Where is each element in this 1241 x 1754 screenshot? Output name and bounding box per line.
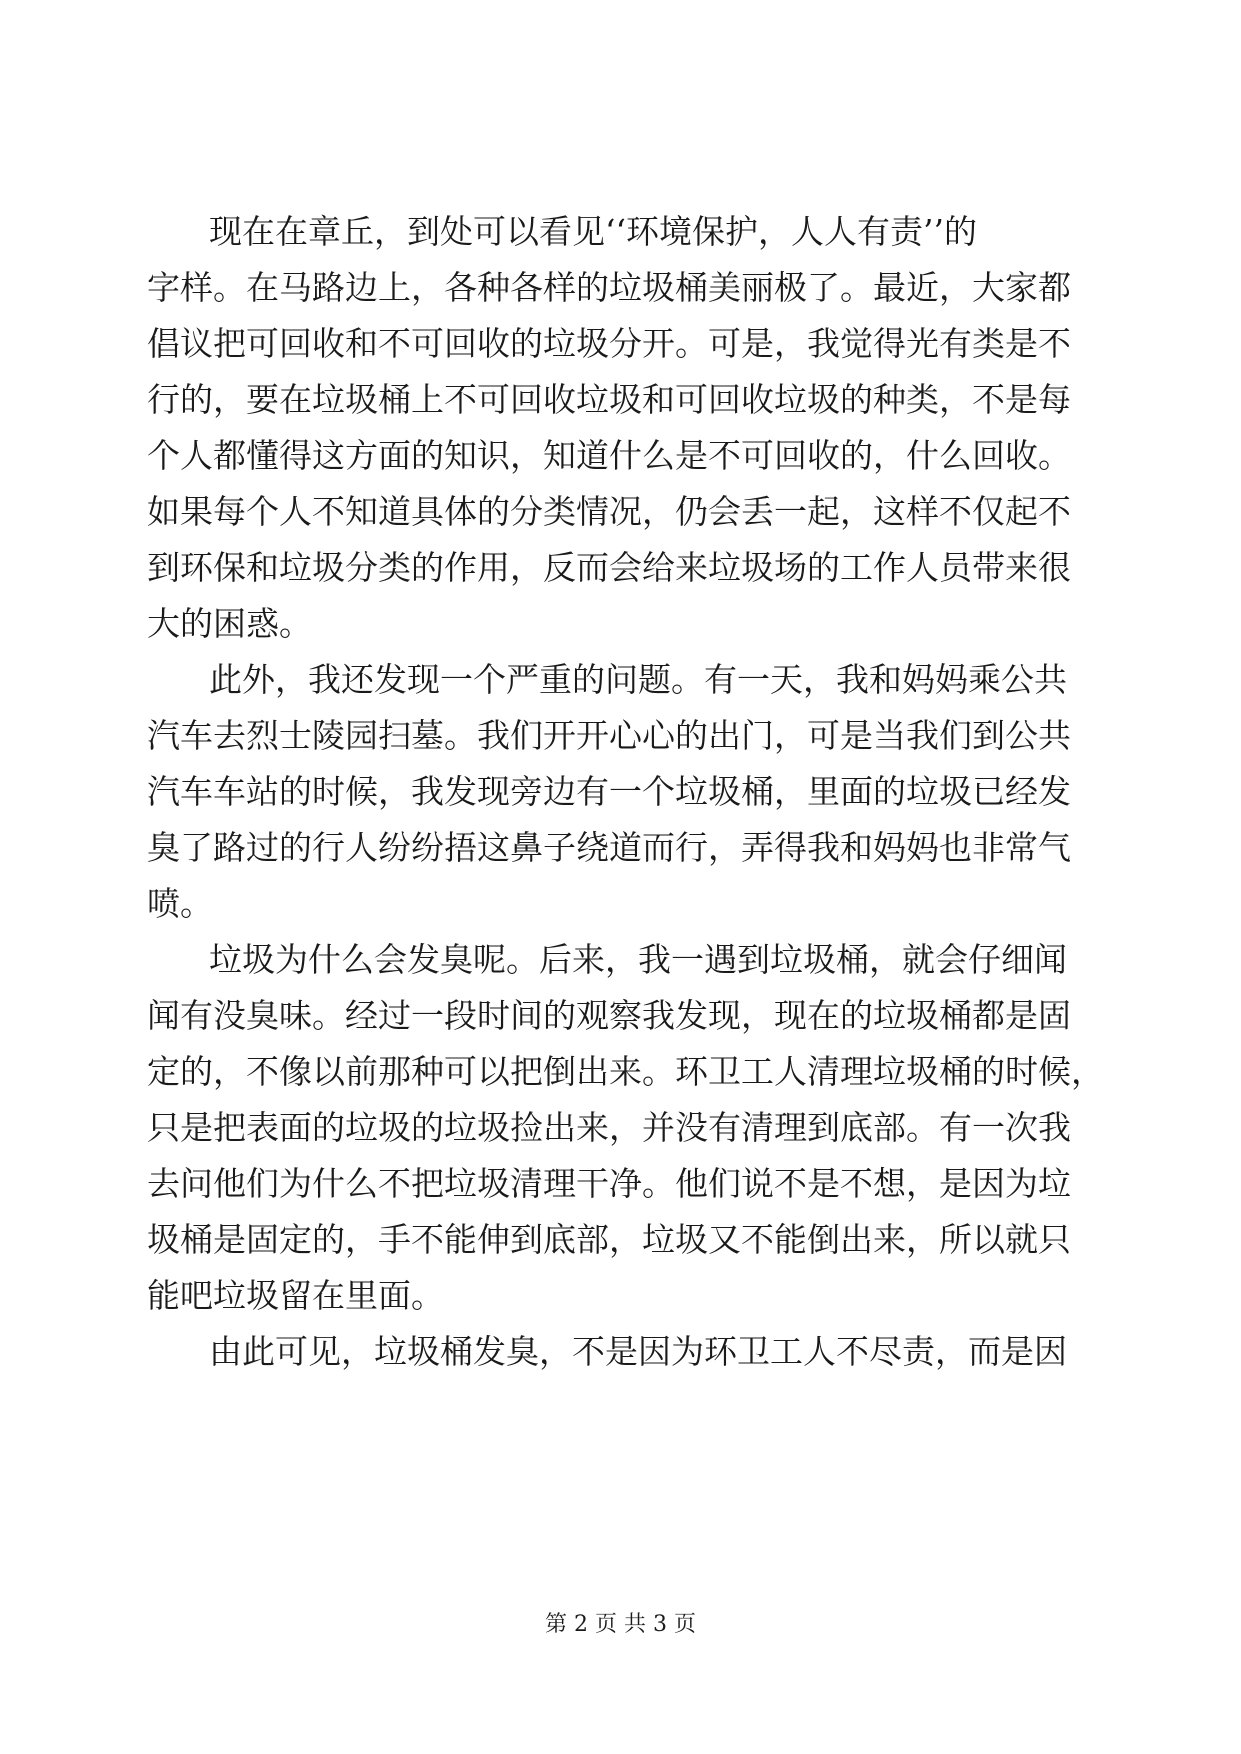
text-line: 由此可见，垃圾桶发臭，不是因为环卫工人不尽责，而是因 [209, 1332, 1067, 1371]
text-line: 此外，我还发现一个严重的问题。有一天，我和妈妈乘公共 [209, 660, 1067, 699]
text-line: 定的，不像以前那种可以把倒出来。环卫工人清理垃圾桶的时候， [147, 1052, 1104, 1091]
text-line: 倡议把可回收和不可回收的垃圾分开。可是，我觉得光有类是不 [147, 324, 1071, 363]
text-line: 只是把表面的垃圾的垃圾捡出来，并没有清理到底部。有一次我 [147, 1108, 1071, 1147]
text-line: 圾桶是固定的，手不能伸到底部，垃圾又不能倒出来，所以就只 [147, 1220, 1071, 1259]
text-line: 到环保和垃圾分类的作用，反而会给来垃圾场的工作人员带来很 [147, 548, 1071, 587]
text-line: 臭了路过的行人纷纷捂这鼻子绕道而行，弄得我和妈妈也非常气 [147, 828, 1071, 867]
text-line: 个人都懂得这方面的知识，知道什么是不可回收的，什么回收。 [147, 436, 1071, 475]
text-line: 字样。在马路边上，各种各样的垃圾桶美丽极了。最近，大家都 [147, 268, 1071, 307]
text-line: 去问他们为什么不把垃圾清理干净。他们说不是不想，是因为垃 [147, 1164, 1071, 1203]
text-line: 如果每个人不知道具体的分类情况，仍会丢一起，这样不仅起不 [147, 492, 1071, 531]
text-line: 汽车车站的时候，我发现旁边有一个垃圾桶，里面的垃圾已经发 [147, 772, 1071, 811]
text-line: 现在在章丘，到处可以看见‘‘环境保护，人人有责’’的 [209, 212, 977, 251]
page-footer: 第 2 页 共 3 页 [545, 1612, 696, 1637]
text-line: 行的，要在垃圾桶上不可回收垃圾和可回收垃圾的种类，不是每 [147, 380, 1071, 419]
text-line: 汽车去烈士陵园扫墓。我们开开心心的出门，可是当我们到公共 [147, 716, 1071, 755]
text-line: 闻有没臭味。经过一段时间的观察我发现，现在的垃圾桶都是固 [147, 996, 1071, 1035]
text-line: 能吧垃圾留在里面。 [147, 1276, 444, 1315]
text-line: 垃圾为什么会发臭呢。后来，我一遇到垃圾桶，就会仔细闻 [209, 940, 1067, 979]
text-line: 大的困惑。 [147, 604, 312, 643]
text-line: 喷。 [147, 884, 213, 923]
